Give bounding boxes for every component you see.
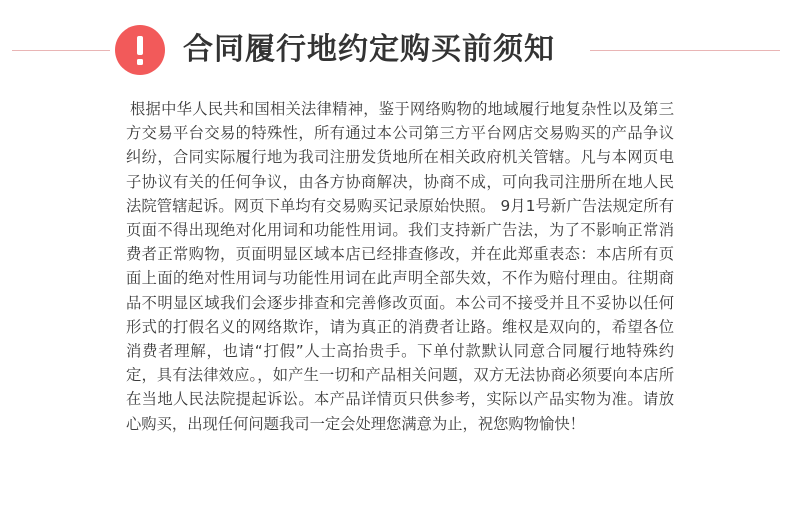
page-title: 合同履行地约定购买前须知	[183, 32, 555, 67]
exclamation-icon	[115, 25, 165, 75]
notice-header	[0, 0, 790, 100]
divider-line-left	[12, 50, 110, 51]
divider-line-right	[590, 50, 780, 51]
notice-body-text: 根据中华人民共和国相关法律精神，鉴于网络购物的地域履行地复杂性以及第三方交易平台交易的特殊性，所有通过本公司第三方平台网店交易购买的产品争议纠纷，合同实际履行地为我司注册发货地所在相关政府机关管辖。凡与本网页电子协议有关的任何争议，由各方协商解决，协商不成，可向我司注册所在地人民法院管辖起诉。网页下单均有交易购买记录原始快照。 9月1号新广告法规定所有页面不得出现绝对化用词和功能性用词。我们支持新广告法，为了不影响正常消费者正常购物，页面明显区域本店已经排查修改，并在此郑重表态：本店所有页面上面的绝对性用词与功能性用词在此声明全部失效，不作为赔付理由。往期商品不明显区域我们会逐步排查和完善修改页面。本公司不接受并且不妥协以任何形式的打假名义的网络欺诈，请为真正的消费者让路。维权是双向的，希望各位消费者理解，也请“打假”人士高抬贵手。下单付款默认同意合同履行地特殊约定，具有法律效应。，如产生一切和产品相关问题，双方无法协商必须要向本店所在当地人民法院提起诉讼。本产品详情页只供参考，实际以产品实物为准。请放心购买，出现任何问题我司一定会处理您满意为止，祝您购物愉快！	[126, 100, 674, 433]
